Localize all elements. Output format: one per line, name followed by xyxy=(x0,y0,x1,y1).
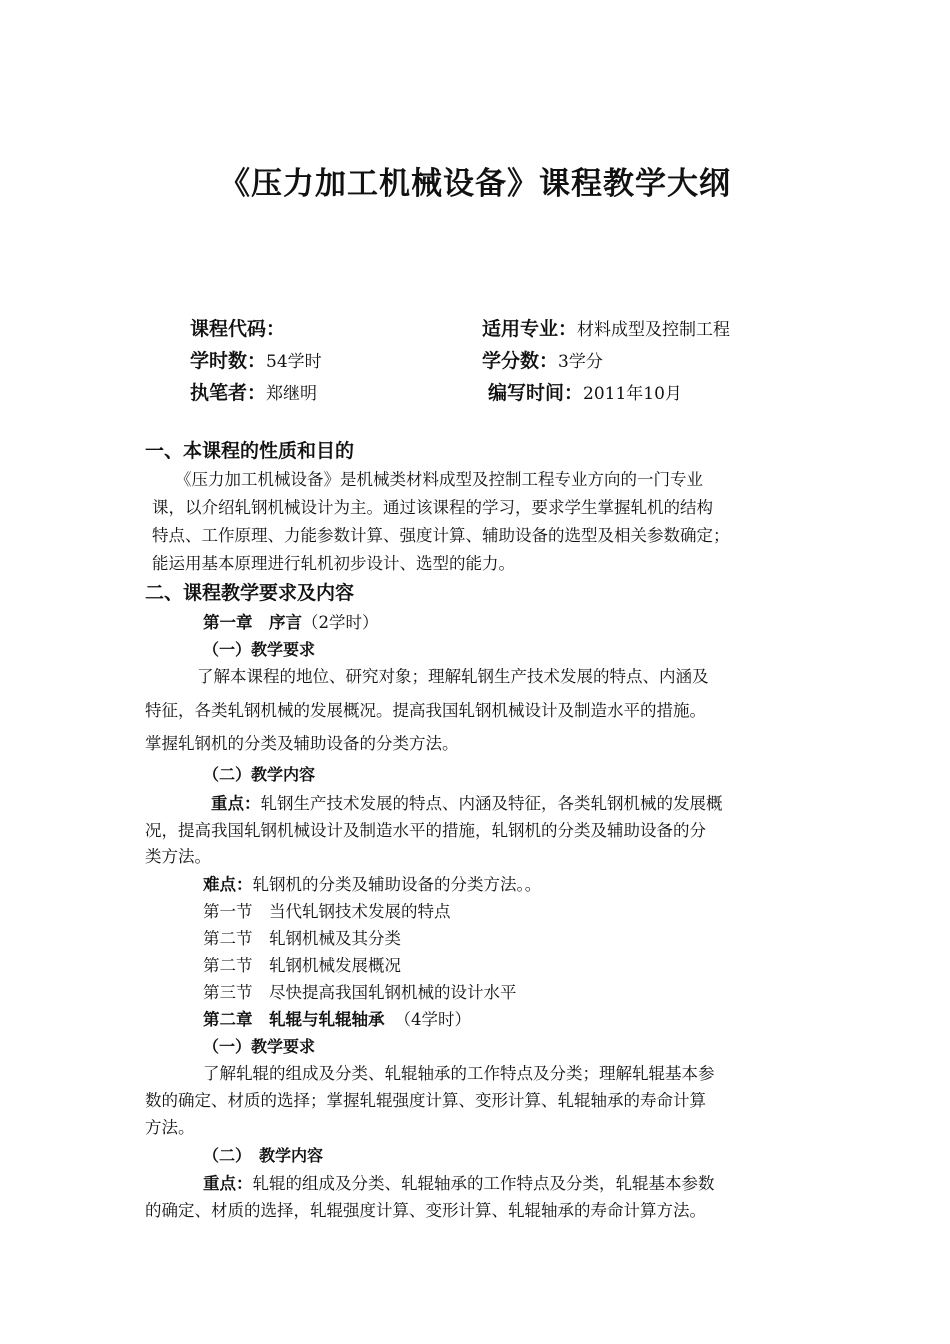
section1-line: 《压力加工机械设备》是机械类材料成型及控制工程专业方向的一门专业 xyxy=(175,470,703,489)
author-row xyxy=(190,378,317,405)
chapter2-hours: （4学时） xyxy=(394,1010,471,1029)
section2-heading: 二、课程教学要求及内容 xyxy=(145,582,355,604)
major-value: 材料成型及控制工程 xyxy=(577,320,731,340)
chapter2-key-line: 的确定、材质的选择，轧辊强度计算、变形计算、轧辊轴承的寿命计算方法。 xyxy=(145,1201,706,1220)
chapter1-content-heading: （二）教学内容 xyxy=(203,765,316,784)
chapter1-section-item: 第一节 当代轧钢技术发展的特点 xyxy=(203,902,451,921)
date-row xyxy=(488,378,682,405)
chapter1-section-item: 第二节 轧钢机械发展概况 xyxy=(203,956,401,975)
chapter1-key-label: 重点： xyxy=(211,794,261,813)
chapter2-requirements-line: 了解轧辊的组成及分类、轧辊轴承的工作特点及分类；理解轧辊基本参 xyxy=(203,1064,715,1083)
author-value: 郑继明 xyxy=(266,384,318,404)
chapter2-key-text: 轧辊的组成及分类、轧辊轴承的工作特点及分类，轧辊基本参数 xyxy=(252,1174,715,1193)
chapter1-section-item: 第三节 尽快提高我国轧钢机械的设计水平 xyxy=(203,983,517,1002)
chapter1-title: 第一章 序言 xyxy=(203,613,302,632)
chapter2-requirements-line: 数的确定、材质的选择；掌握轧辊强度计算、变形计算、轧辊轴承的寿命计算 xyxy=(145,1091,706,1110)
chapter1-section-item: 第二节 轧钢机械及其分类 xyxy=(203,929,401,948)
chapter2-content-heading: （二） 教学内容 xyxy=(203,1146,324,1165)
hours-row xyxy=(190,346,322,373)
section1-line: 特点、工作原理、力能参数计算、强度计算、辅助设备的选型及相关参数确定； xyxy=(152,526,730,545)
chapter1-title-row xyxy=(203,609,379,633)
chapter1-difficult-label: 难点： xyxy=(203,875,253,894)
section1-heading: 一、本课程的性质和目的 xyxy=(145,440,355,462)
chapter2-key-row xyxy=(203,1170,715,1194)
credits-row xyxy=(482,346,603,373)
chapter2-title-row xyxy=(203,1006,471,1030)
chapter1-difficult-text: 轧钢机的分类及辅助设备的分类方法。。 xyxy=(252,875,542,894)
chapter1-requirements-line: 了解本课程的地位、研究对象；理解轧钢生产技术发展的特点、内涵及 xyxy=(197,667,709,686)
page-title: 《压力加工机械设备》课程教学大纲 xyxy=(219,166,731,202)
author-label: 执笔者： xyxy=(190,382,267,404)
major-row xyxy=(482,314,730,341)
credits-value: 3学分 xyxy=(558,352,603,372)
chapter1-key-text: 轧钢生产技术发展的特点、内涵及特征，各类轧钢机械的发展概 xyxy=(260,794,723,813)
chapter1-requirements-heading: （一）教学要求 xyxy=(203,640,316,659)
chapter2-title: 第二章 轧辊与轧辊轴承 xyxy=(203,1010,385,1029)
chapter1-key-line: 况，提高我国轧钢机械设计及制造水平的措施，轧钢机的分类及辅助设备的分 xyxy=(145,821,706,840)
chapter2-key-label: 重点： xyxy=(203,1174,253,1193)
chapter2-requirements-line: 方法。 xyxy=(145,1118,195,1137)
section1-line: 能运用基本原理进行轧机初步设计、选型的能力。 xyxy=(152,554,515,573)
chapter1-requirements-line: 特征，各类轧钢机械的发展概况。提高我国轧钢机械设计及制造水平的措施。 xyxy=(145,701,706,720)
date-value: 2011年10月 xyxy=(583,384,682,404)
chapter1-key-line: 类方法。 xyxy=(145,847,211,866)
course-code-label: 课程代码： xyxy=(190,318,286,340)
major-label: 适用专业： xyxy=(482,318,578,340)
chapter1-key-row xyxy=(211,790,723,814)
chapter1-requirements-line: 掌握轧钢机的分类及辅助设备的分类方法。 xyxy=(145,734,459,753)
section1-line: 课，以介绍轧钢机械设计为主。通过该课程的学习，要求学生掌握轧机的结构 xyxy=(152,498,713,517)
chapter2-requirements-heading: （一）教学要求 xyxy=(203,1037,316,1056)
date-label: 编写时间： xyxy=(488,382,584,404)
chapter1-hours: （2学时） xyxy=(302,613,379,632)
hours-label: 学时数： xyxy=(190,350,267,372)
credits-label: 学分数： xyxy=(482,350,559,372)
hours-value: 54学时 xyxy=(266,352,322,372)
chapter1-difficult-row xyxy=(203,871,541,895)
course-code-row xyxy=(190,314,285,341)
